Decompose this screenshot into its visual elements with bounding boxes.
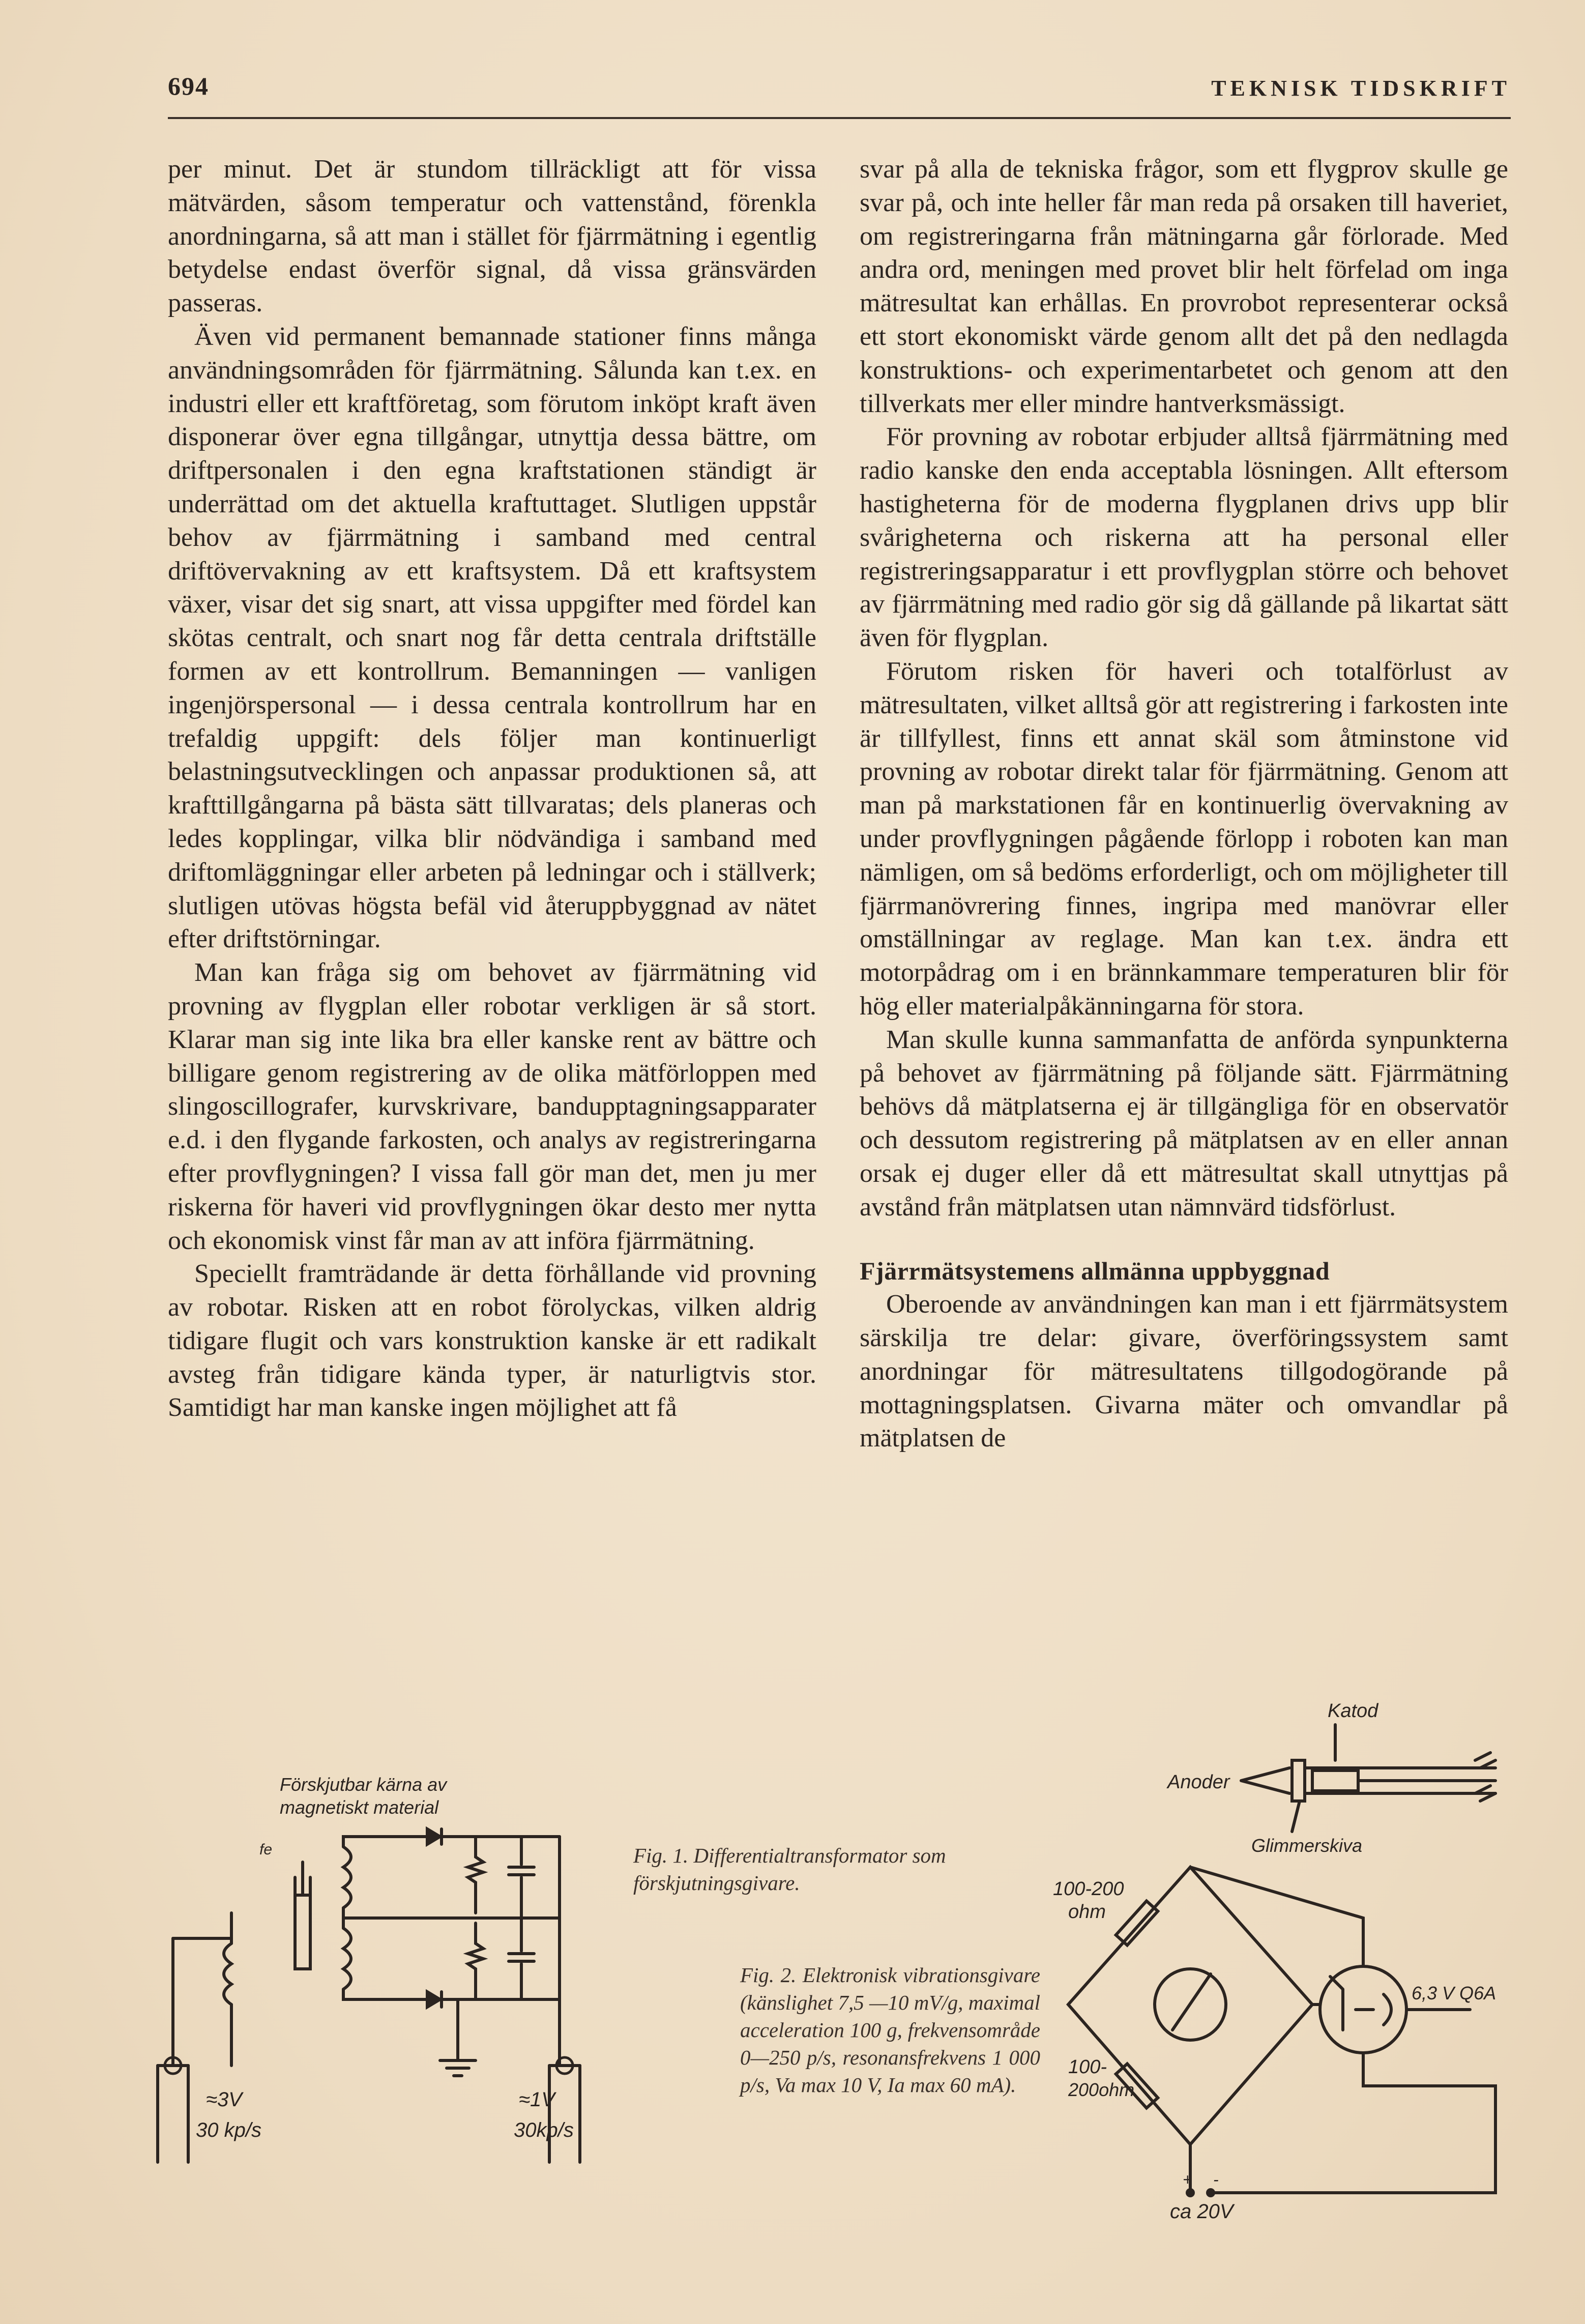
- running-header: [168, 71, 1511, 119]
- figure-1-diagram: [142, 1760, 631, 2162]
- figure-1-caption: Fig. 1. Differentialtransformator som förskjutningsgivare.: [633, 1844, 946, 1895]
- paragraph: Speciellt framträdande är detta förhållande vid provning av robotar. Risken att en robot förolyckas, vilken aldrig tidigare flugit och vars konstruktion kanske är ett radikalt avsteg från tidigare kända typer, är naturligtvis stor. Samtidigt har man kanske ingen möjlighet att få: [168, 1259, 816, 1422]
- paragraph: Man kan fråga sig om behovet av fjärrmätning vid provning av flygplan eller robotar verkligen är så stort. Klarar man sig inte lika bra eller kanske rent av bättre och billigare genom registrering av de olika mätförloppen med slingoscillografer, kurvskrivare, bandupptagningsapparater e.d. i den flygande farkosten, och analys av registreringarna efter provflygningen? I vissa fall gör man det, men ju mer riskerna för haveri vid provflygningen ökar desto mer nytta och ekonomisk vinst får man av att införa fjärrmätning.: [168, 958, 816, 1255]
- paragraph: Även vid permanent bemannade stationer finns många användningsområden för fjärrmätning. Sålunda kan t.ex. en industri eller ett kraftföretag, som förutom inköpt kraft även disponerar över egna tillgångar, utnyttja dessa bättre, om driftpersonalen i den egna kraftstationen ständigt är underrättad om det aktuella kraftuttaget. Slutligen uppstår behov av fjärrmätning i samband med central driftövervakning av ett kraftsystem. Då ett kraftsystem växer, visar det sig snart, att vissa uppgifter med fördel kan skötas centralt, och snart nog får detta centrala driftställe formen av ett kontrollrum. Bemanningen — vanligen ingenjörspersonal — i dessa centrala kontrollrum har en trefaldig uppgift: dels följer man kontinuerligt belastningsutvecklingen och anpassar produktionen så, att krafttillgångarna på bästa sätt tillvaratas; dels planeras och ledes kopplingar, vilka blir nödvändiga i samband med driftomläggningar eller arbeten på ledningar och i ställverk; slutligen utövas högsta befäl vid återuppbyggnad av nätet efter driftstörningar.: [168, 322, 816, 954]
- paragraph: per minut. Det är stundom tillräckligt att för vissa mätvärden, såsom temperatur och vattenstånd, förenkla anordningarna, så att man i stället för fjärrmätning i egentlig betydelse endast överför signal, då vissa gränsvärden passeras.: [168, 155, 816, 318]
- label-resistor-2-line2: 200ohm: [1068, 2079, 1135, 2100]
- paragraph: svar på alla de tekniska frågor, som ett flygprov skulle ge svar på, och inte heller får man reda på orsaken till haveriet, om registreringarna från mätningarna går förlorade. Med andra ord, meningen med provet blir helt förfelad om inga mätresultat kan erhållas. En provrobot representerar också ett stort ekonomiskt värde genom allt det på den nedlagda konstruktions- och experimentarbetet och genom att den tillverkats mer eller mindre hantverksmässigt.: [860, 155, 1508, 418]
- label-plus: +: [1183, 2170, 1192, 2189]
- label-right-frequency: 30kp/s: [514, 2119, 574, 2141]
- section-heading: Fjärrmätsystemens allmänna uppbyggnad: [860, 1256, 1330, 1285]
- label-katod: Katod: [1328, 1700, 1378, 1722]
- right-column: [860, 153, 1508, 1455]
- label-resistor-1-line1: 100-200: [1053, 1878, 1124, 1900]
- label-left-voltage: ≈3V: [206, 2088, 242, 2111]
- label-anoder: Anoder: [1167, 1771, 1230, 1793]
- figure-2-caption: Fig. 2. Elektronisk vibrationsgivare (känslighet 7,5 —10 mV/g, maximal acceleration 100 g, frekvensområde 0—250 p/s, resonansfrekvens 1 000 p/s, Va max 10 V, Ia max 60 mA).: [740, 1963, 1040, 2097]
- journal-title: TEKNISK TIDSKRIFT: [1211, 76, 1511, 101]
- label-supply: ca 20V: [1170, 2200, 1234, 2223]
- label-core-line1: Förskjutbar kärna av: [280, 1774, 447, 1795]
- page-number: 694: [168, 72, 209, 100]
- label-resistor-2-line1: 100-: [1068, 2056, 1107, 2078]
- label-resistor-1-line2: ohm: [1068, 1901, 1106, 1923]
- paragraph: För provning av robotar erbjuder alltså fjärrmätning med radio kanske den enda acceptabla lösningen. Allt eftersom hastigheterna för de moderna flygplanen drivs upp blir svårigheterna och riskerna att ha personal eller registreringsapparatur i ett provflygplan större och behovet av fjärrmätning med radio gör sig då gällande på likartat sätt även för flygplan.: [860, 422, 1508, 653]
- paragraph: Förutom risken för haveri och totalförlust av mätresultaten, vilket alltså gör att registrering i farkosten inte är tillfyllest, finns ett annat skäl som åtminstone vid provning av robotar direkt talar för fjärrmätning. Genom att man på markstationen får en kontinuerlig övervakning av under provflygningen pågående förlopp i roboten kan man nämligen, om så bedöms erforderligt, och om möjligheter till fjärrmanövrering finnes, ingripa med manövrar eller omställningar av reglage. Man kan t.ex. ändra ett motorpådrag om i en brännkammare temperaturen blir för hög eller materialpåkänningarna för stora.: [860, 656, 1508, 1021]
- label-minus: -: [1213, 2170, 1219, 2189]
- figure-2-diagram: [1038, 1679, 1521, 2223]
- label-tube: 6,3 V Q6A: [1412, 1983, 1496, 2003]
- left-column: [168, 153, 816, 1425]
- label-core-line2: magnetiskt material: [280, 1797, 439, 1818]
- label-left-frequency: 30 kp/s: [196, 2119, 261, 2141]
- paragraph: Oberoende av användningen kan man i ett fjärrmätsystem särskilja tre delar: givare, överföringssystem samt anordningar för mätresultatens tillgodogörande på mottagningsplatsen. Givarna mäter och omvandlar på mätplatsen de: [860, 1290, 1508, 1453]
- label-right-voltage: ≈1V: [519, 2088, 555, 2111]
- paragraph: Man skulle kunna sammanfatta de anförda synpunkterna på behovet av fjärrmätning på följande sätt. Fjärrmätning behövs då mätplatserna ej är tillgängliga för en observatör och dessutom registrering på mätplatsen av en eller annan orsak ej duger eller då ett mätresultat skall utnyttjas på avstånd från mätplatsen utan nämnvärd tidsförlust.: [860, 1025, 1508, 1222]
- label-fe: fe: [259, 1841, 273, 1858]
- label-glimmerskiva: Glimmerskiva: [1251, 1835, 1363, 1856]
